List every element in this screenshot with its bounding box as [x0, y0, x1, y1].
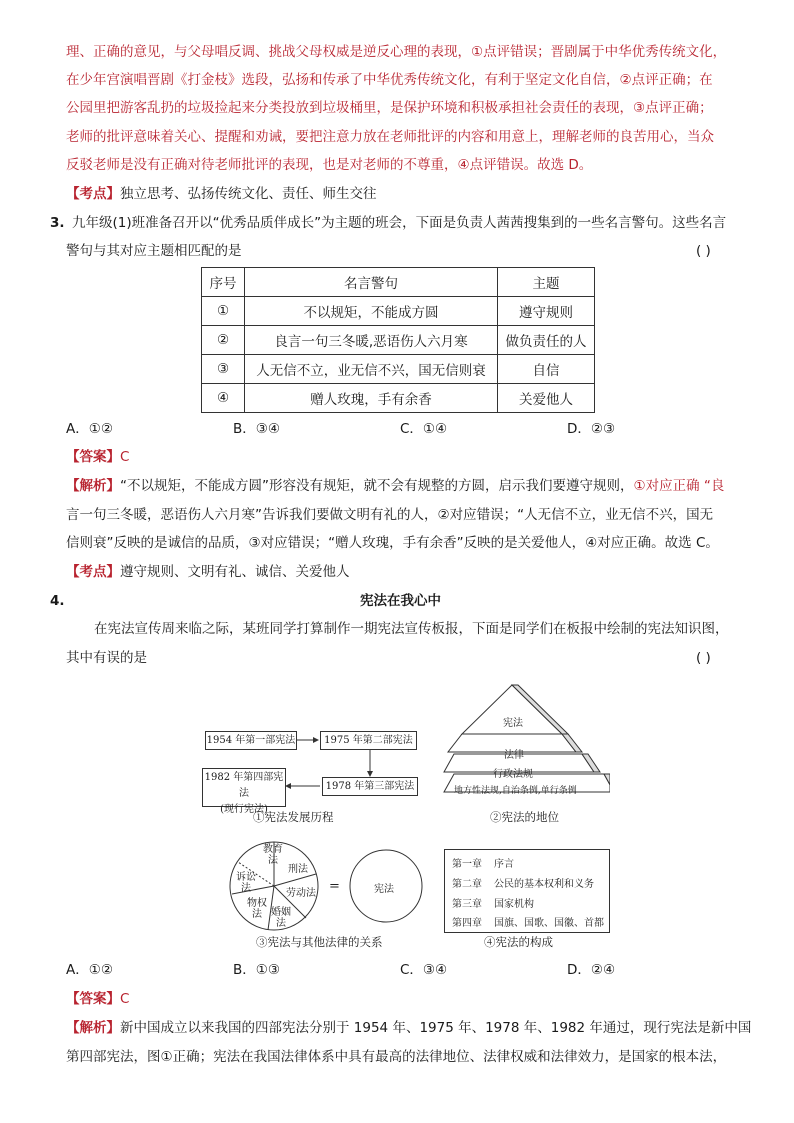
- caption-fig4: ④宪法的构成: [484, 935, 553, 949]
- table-cell: ③: [202, 355, 245, 384]
- answer-value: C: [120, 449, 130, 465]
- q3-analysis-line: 信则衰”反映的是诚信的品质，③对应错误；“赠人玫瑰，手有余香”反映的是关爱他人，④对应正确。故选 C。: [66, 535, 719, 551]
- kaodian-text: 遵守规则、文明有礼、诚信、关爱他人: [120, 564, 350, 580]
- option-d[interactable]: D．②④: [567, 962, 616, 978]
- q4-analysis-line: 第四部宪法，图①正确；宪法在我国法律体系中具有最高的法律地位、法律权威和法律效力，是国家的根本法，: [66, 1049, 727, 1065]
- kaodian-tag: 【考点】: [66, 186, 120, 202]
- box-1975: 1975 年第二部宪法: [320, 731, 417, 750]
- box-1978: 1978 年第三部宪法: [322, 777, 418, 796]
- q3-analysis-line: 言一句三冬暖，恶语伤人六月寒”告诉我们要做文明有礼的人，②对应错误；“人无信不立，业无信不兴，国无: [66, 507, 714, 523]
- kaodian-text: 独立思考、弘扬传统文化、责任、师生交往: [120, 186, 377, 202]
- table-cell: 良言一句三冬暖,恶语伤人六月寒: [245, 326, 498, 355]
- analysis-text: ①对应正确 “良: [633, 478, 725, 494]
- slice-property: 物权法: [247, 898, 267, 920]
- chapter-title: 国旗、国歌、国徽、首都: [494, 918, 604, 929]
- pyramid-level-1: 宪法: [503, 718, 523, 729]
- answer-tag: 【答案】: [66, 449, 120, 465]
- slice-criminal: 刑法: [288, 864, 308, 875]
- q4-number: 4.: [50, 593, 65, 609]
- option-c[interactable]: C．①④: [400, 421, 448, 437]
- option-b[interactable]: B．③④: [233, 421, 280, 437]
- caption-fig2: ②宪法的地位: [490, 810, 559, 824]
- slice-procedure: 诉讼法: [236, 872, 256, 894]
- relation-graphic: [228, 840, 428, 936]
- chapter-label: 第一章: [452, 859, 482, 870]
- q4-title: 宪法在我心中: [360, 593, 441, 609]
- analysis-line: 公园里把游客乱扔的垃圾捡起来分类投放到垃圾桶里，是保护环境和积极承担社会责任的表现，③点评正确；: [66, 100, 713, 116]
- chapter-title: 国家机构: [494, 899, 534, 910]
- caption-fig3: ③宪法与其他法律的关系: [256, 935, 383, 949]
- chapter-label: 第四章: [452, 918, 482, 929]
- analysis-line: 在少年宫演唱晋剧《打金枝》选段，弘扬和传承了中华优秀传统文化，有利于坚定文化自信，②点评正确；在: [66, 72, 713, 88]
- box-1954: 1954 年第一部宪法: [205, 731, 297, 750]
- caption-fig1: ①宪法发展历程: [253, 810, 334, 824]
- chapter-label: 第二章: [452, 879, 482, 890]
- table-cell: 关爱他人: [498, 384, 595, 413]
- option-a[interactable]: A．①②: [66, 421, 113, 437]
- analysis-line: 反驳老师是没有正确对待老师批评的表现，也是对老师的不尊重，④点评错误。故选 D。: [66, 157, 593, 173]
- chapter-title: 序言: [494, 859, 514, 870]
- q3-stem: 九年级(1)班准备召开以“优秀品质伴成长”为主题的班会，下面是负责人茜茜搜集到的一些名言警句。这些名言: [72, 215, 727, 231]
- analysis-line: 老师的批评意味着关心、提醒和劝诫，要把注意力放在老师批评的内容和用意上，理解老师的良苦用心，当众: [66, 129, 714, 145]
- analysis-text: “不以规矩，不能成方圆”形容没有规矩，就不会有规整的方圆，启示我们要遵守规则，: [120, 478, 634, 494]
- pyramid-level-3: 行政法规: [493, 769, 533, 780]
- option-c[interactable]: C．③④: [400, 962, 448, 978]
- table-cell: 遵守规则: [498, 297, 595, 326]
- table-cell: 自信: [498, 355, 595, 384]
- answer-tag: 【答案】: [66, 991, 120, 1007]
- q4-stem: 其中有误的是: [66, 650, 147, 666]
- kaodian-tag: 【考点】: [66, 564, 120, 580]
- box-1982-line2: (现行宪法): [220, 804, 268, 815]
- circle-constitution: 宪法: [374, 884, 394, 895]
- table-cell: 人无信不立，业无信不兴，国无信则衰: [245, 355, 498, 384]
- answer-value: C: [120, 991, 130, 1007]
- q4-stem: 在宪法宣传周来临之际，某班同学打算制作一期宪法宣传板报，下面是同学们在板报中绘制的宪法知识图，: [94, 621, 729, 637]
- table-cell: 不以规矩，不能成方圆: [245, 297, 498, 326]
- q3-stem: 警句与其对应主题相匹配的是: [66, 243, 242, 259]
- slice-education: 教育法: [263, 844, 283, 866]
- analysis-line: 理、正确的意见，与父母唱反调、挑战父母权威是逆反心理的表现，①点评错误；晋剧属于中华优秀传统文化，: [66, 44, 727, 60]
- chapter-label: 第三章: [452, 899, 482, 910]
- option-b[interactable]: B．①③: [233, 962, 280, 978]
- box-1982: [202, 768, 286, 815]
- table-cell: ④: [202, 384, 245, 413]
- box-1982-line1: 1982 年第四部宪法: [204, 772, 284, 799]
- table-cell: ②: [202, 326, 245, 355]
- option-d[interactable]: D．②③: [567, 421, 616, 437]
- pyramid-level-2: 法律: [504, 750, 524, 761]
- table-header: 名言警句: [245, 268, 498, 297]
- analysis-tag: 【解析】: [66, 478, 120, 494]
- q4-answer: [66, 989, 129, 1009]
- table-cell: ①: [202, 297, 245, 326]
- q3-number: 3.: [50, 215, 65, 231]
- q3-answer-paren: ( ): [696, 243, 711, 259]
- q4-analysis-line: [66, 1018, 751, 1038]
- q4-answer-paren: ( ): [696, 650, 711, 666]
- slice-labor: 劳动法: [286, 888, 316, 899]
- equals-sign: =: [329, 879, 340, 894]
- chapter-title: 公民的基本权利和义务: [494, 879, 594, 890]
- analysis-tag: 【解析】: [66, 1020, 120, 1036]
- table-header: 主题: [498, 268, 595, 297]
- option-a[interactable]: A．①②: [66, 962, 113, 978]
- table-cell: 做负责任的人: [498, 326, 595, 355]
- pyramid-level-4: 地方性法规,自治条例,单行条例: [454, 786, 577, 796]
- table-cell: 赠人玫瑰，手有余香: [245, 384, 498, 413]
- analysis-text: 新中国成立以来我国的四部宪法分别于 1954 年、1975 年、1978 年、1982 年通过，现行宪法是新中国: [120, 1020, 752, 1036]
- table-header: 序号: [202, 268, 245, 297]
- slice-marriage: 婚姻法: [271, 907, 291, 929]
